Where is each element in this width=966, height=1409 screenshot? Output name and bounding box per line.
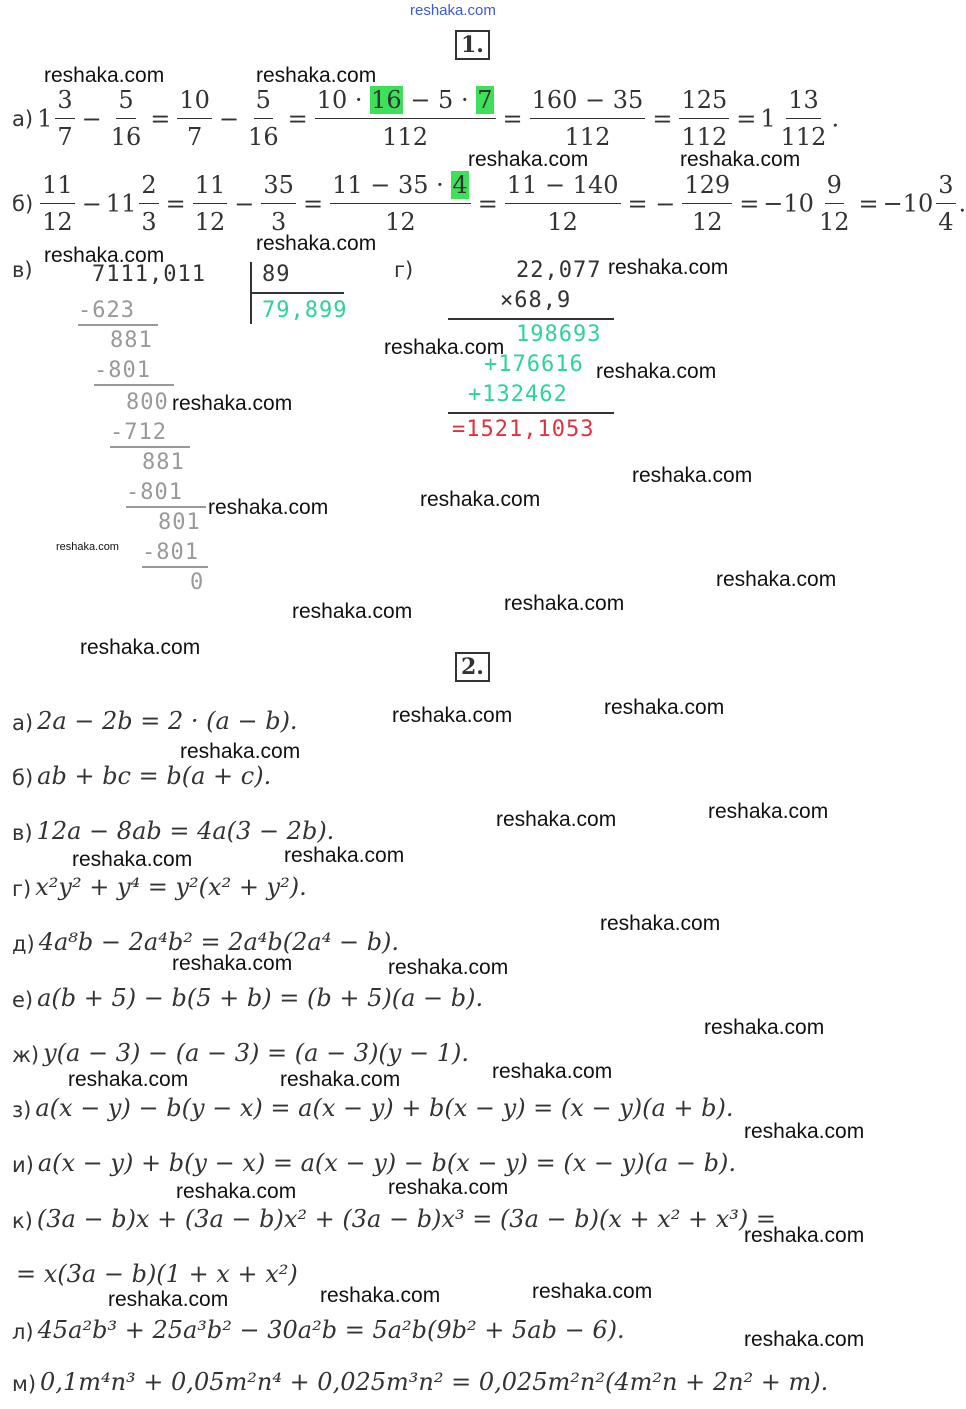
step-line xyxy=(110,446,190,448)
watermark: reshaka.com xyxy=(320,1284,441,1307)
task-2e-line: е) a(b + 5) − b(5 + b) = (b + 5)(a − b). xyxy=(12,984,484,1012)
watermark-small: reshaka.com xyxy=(56,541,119,553)
fraction: $\frac{10 \cdot 16 - 5 \cdot 7}{112}$ xyxy=(315,82,496,155)
watermark: reshaka.com xyxy=(388,956,509,979)
watermark: reshaka.com xyxy=(744,1224,865,1247)
watermark: reshaka.com xyxy=(172,952,293,975)
watermark: reshaka.com xyxy=(44,244,165,267)
watermark: reshaka.com xyxy=(256,232,377,255)
watermark: reshaka.com xyxy=(600,912,721,935)
watermark: reshaka.com xyxy=(284,844,405,867)
watermark: reshaka.com xyxy=(468,148,589,171)
step: 0 xyxy=(190,570,205,595)
fraction: $\frac{11 - 140}{12}$ xyxy=(505,167,621,240)
fraction: $\frac{125}{112}$ xyxy=(679,82,729,155)
fraction: $\frac{5}{16}$ xyxy=(246,82,281,155)
step: -801 xyxy=(94,358,151,383)
divisor-underline xyxy=(252,292,344,294)
watermark: reshaka.com xyxy=(716,568,837,591)
fraction: $\frac{13}{112}$ xyxy=(779,82,829,155)
task-2v-line: в) 12a − 8ab = 4a(3 − 2b). xyxy=(12,817,335,845)
watermark: reshaka.com xyxy=(80,636,201,659)
sum-line xyxy=(448,412,614,414)
label-a: а) xyxy=(12,106,34,131)
watermark: reshaka.com xyxy=(172,392,293,415)
task-2d-line: д) 4a⁸b − 2a⁴b² = 2a⁴b(2a⁴ − b). xyxy=(12,928,400,956)
fraction: $\frac{5}{16}$ xyxy=(109,82,144,155)
watermark: reshaka.com xyxy=(176,1180,297,1203)
fraction: $\frac{11 - 35 \cdot 4}{12}$ xyxy=(330,167,471,240)
step-line xyxy=(94,384,174,386)
watermark: reshaka.com xyxy=(704,1016,825,1039)
watermark: reshaka.com xyxy=(180,740,301,763)
watermark: reshaka.com xyxy=(744,1120,865,1143)
site-link[interactable]: reshaka.com xyxy=(410,2,496,19)
fraction: $\frac{3}{4}$ xyxy=(936,167,955,240)
task-2zh-line: ж) y(a − 3) − (a − 3) = (a − 3)(y − 1). xyxy=(12,1039,469,1067)
watermark: reshaka.com xyxy=(384,336,505,359)
step: -623 xyxy=(78,298,135,323)
watermark: reshaka.com xyxy=(708,800,829,823)
watermark: reshaka.com xyxy=(208,496,329,519)
label-g: г) xyxy=(394,258,414,282)
multiplier: ×68,9 xyxy=(500,288,572,313)
step-line xyxy=(126,506,206,508)
task-1a-line: а) 1 $\frac{3}{7}$ − $\frac{5}{16}$ = $\frac{10}{7}$ − $\frac{5}{16}$ = $\frac{10 \cdot 16 - 5 \cdot 7}{112}$ = $\frac{160 - 35}{112}$ = $\frac{125}{112}$ = 1 $\frac{13}{112}$ . xyxy=(12,82,839,155)
task-2a-line: а) 2a − 2b = 2 · (a − b). xyxy=(12,707,298,735)
watermark: reshaka.com xyxy=(108,1288,229,1311)
task-2-number: 2. xyxy=(455,652,490,682)
step: 801 xyxy=(158,510,201,535)
quotient: 79,899 xyxy=(262,298,348,323)
step-line xyxy=(78,324,158,326)
step: -801 xyxy=(126,480,183,505)
fraction: $\frac{10}{7}$ xyxy=(177,82,212,155)
watermark: reshaka.com xyxy=(44,64,165,87)
watermark: reshaka.com xyxy=(504,592,625,615)
watermark: reshaka.com xyxy=(420,488,541,511)
task-2k-line: к) (3a − b)x + (3a − b)x² + (3a − b)x³ = (3a − b)(x + x² + x³) = xyxy=(12,1205,777,1233)
watermark: reshaka.com xyxy=(72,848,193,871)
task-1-number: 1. xyxy=(455,30,490,60)
task-2z-line: з) a(x − y) − b(y − x) = a(x − y) + b(x − y) = (x − y)(a + b). xyxy=(12,1094,734,1122)
divisor: 89 xyxy=(262,262,291,287)
watermark: reshaka.com xyxy=(388,1176,509,1199)
watermark: reshaka.com xyxy=(604,696,725,719)
task-2b-line: б) ab + bc = b(a + c). xyxy=(12,762,272,790)
watermark: reshaka.com xyxy=(292,600,413,623)
watermark: reshaka.com xyxy=(280,1068,401,1091)
watermark: reshaka.com xyxy=(496,808,617,831)
watermark: reshaka.com xyxy=(680,148,801,171)
multiplicand: 22,077 xyxy=(516,258,602,283)
partial-product: 198693 xyxy=(516,322,602,347)
dividend: 7111,011 xyxy=(92,262,206,287)
task-2l-line: л) 45a²b³ + 25a³b² − 30a²b = 5a²b(9b² + 5ab − 6). xyxy=(12,1316,625,1344)
watermark: reshaka.com xyxy=(532,1280,653,1303)
step: -712 xyxy=(110,420,167,445)
task-2i-line: и) a(x − y) + b(y − x) = a(x − y) − b(x − y) = (x − y)(a − b). xyxy=(12,1149,736,1177)
step: 881 xyxy=(142,450,185,475)
label-v: в) xyxy=(12,258,33,282)
watermark: reshaka.com xyxy=(744,1328,865,1351)
watermark: reshaka.com xyxy=(256,64,377,87)
step: -801 xyxy=(142,540,199,565)
mult-line xyxy=(448,318,614,320)
task-2k-cont-line: = x(3a − b)(1 + x + x²) xyxy=(16,1260,298,1288)
fraction: $\frac{3}{7}$ xyxy=(55,82,74,155)
step: 881 xyxy=(110,328,153,353)
fraction: $\frac{160 - 35}{112}$ xyxy=(530,82,646,155)
watermark: reshaka.com xyxy=(492,1060,613,1083)
partial-product: +176616 xyxy=(484,352,584,377)
watermark: reshaka.com xyxy=(68,1068,189,1091)
watermark: reshaka.com xyxy=(596,360,717,383)
fraction: $\frac{11}{12}$ xyxy=(193,167,228,240)
fraction: $\frac{35}{3}$ xyxy=(261,167,296,240)
task-2g-line: г) x²y² + y⁴ = y²(x² + y²). xyxy=(12,873,307,901)
whole: 1 xyxy=(37,104,53,133)
fraction: $\frac{9}{12}$ xyxy=(817,167,852,240)
fraction: $\frac{2}{3}$ xyxy=(139,167,158,240)
watermark: reshaka.com xyxy=(632,464,753,487)
fraction: $\frac{129}{12}$ xyxy=(682,167,732,240)
fraction: $\frac{11}{12}$ xyxy=(40,167,75,240)
watermark: reshaka.com xyxy=(392,704,513,727)
partial-product: +132462 xyxy=(468,382,568,407)
task-1b-line: б) $\frac{11}{12}$ − 11 $\frac{2}{3}$ = $\frac{11}{12}$ − $\frac{35}{3}$ = $\frac{11 - 35 \cdot 4}{12}$ = $\frac{11 - 140}{12}$ = − $\frac{129}{12}$ = −10 $\frac{9}{12}$ = −10 $\frac{3}{4}$ . xyxy=(12,167,966,240)
step-line xyxy=(142,566,208,568)
watermark: reshaka.com xyxy=(608,256,729,279)
label-b: б) xyxy=(12,191,34,216)
step: 800 xyxy=(126,390,169,415)
product-result: =1521,1053 xyxy=(452,417,595,442)
task-2m-line: м) 0,1m⁴n³ + 0,05m²n⁴ + 0,025m³n² = 0,025m²n²(4m²n + 2n² + m). xyxy=(12,1368,829,1396)
